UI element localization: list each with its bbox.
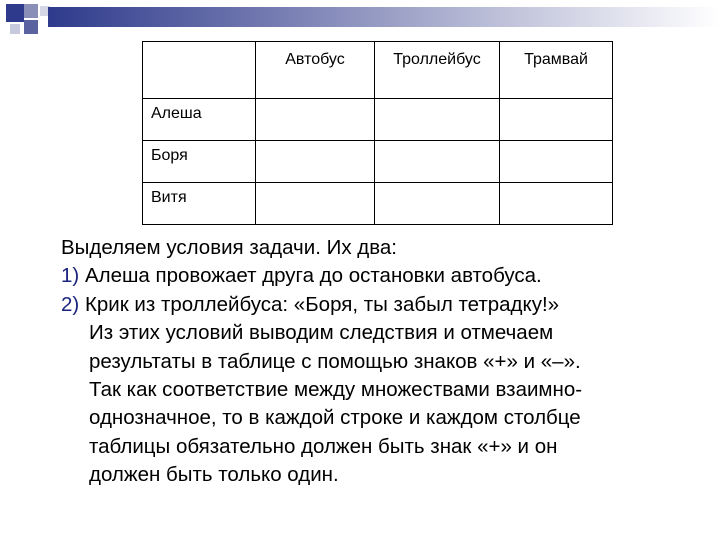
table-cell <box>500 141 613 183</box>
corner-cell <box>143 42 256 99</box>
table-cell <box>375 141 500 183</box>
item-number: 1) <box>61 264 80 288</box>
item-number: 2) <box>61 292 80 316</box>
header-trolleybus: Троллейбус <box>375 42 500 99</box>
logic-table <box>142 41 613 225</box>
decor-square <box>24 20 38 34</box>
condition-2 <box>61 291 711 319</box>
table-cell <box>375 99 500 141</box>
header-tram: Трамвай <box>500 42 613 99</box>
paragraph-line: Из этих условий выводим следствия и отмечаем <box>89 321 554 345</box>
header-gradient-bar <box>48 7 720 27</box>
row-name-cell: Витя <box>143 183 256 225</box>
row-name-cell: Боря <box>143 141 256 183</box>
table-cell <box>500 99 613 141</box>
table-header-row <box>143 42 613 99</box>
paragraph-line: результаты в таблице с помощью знаков «+» и «–». <box>89 349 581 373</box>
table-row <box>143 141 613 183</box>
table-row <box>143 99 613 141</box>
condition-1 <box>61 262 711 290</box>
table-cell <box>375 183 500 225</box>
decor-square <box>6 4 24 22</box>
intro-line: Выделяем условия задачи. Их два: <box>61 236 397 259</box>
decor-square <box>10 24 20 34</box>
condition-text: Алеша провожает друга до остановки автобуса. <box>84 264 542 288</box>
paragraph-line: однозначное, то в каждой строке и каждом столбце <box>89 406 581 430</box>
table-row <box>143 183 613 225</box>
table-cell <box>500 183 613 225</box>
paragraph-line: Так как соответствие между множествами взаимно- <box>89 378 583 402</box>
header-bus: Автобус <box>256 42 375 99</box>
paragraph-line: должен быть только один. <box>89 463 339 487</box>
table-cell <box>256 141 375 183</box>
condition-text: Крик из троллейбуса: «Боря, ты забыл тетрадку!» <box>84 292 560 316</box>
decor-square <box>24 4 38 18</box>
explanation-text <box>61 234 711 490</box>
paragraph-line: таблицы обязательно должен быть знак «+» и он <box>89 434 558 458</box>
table-cell <box>256 183 375 225</box>
table-cell <box>256 99 375 141</box>
row-name-cell: Алеша <box>143 99 256 141</box>
